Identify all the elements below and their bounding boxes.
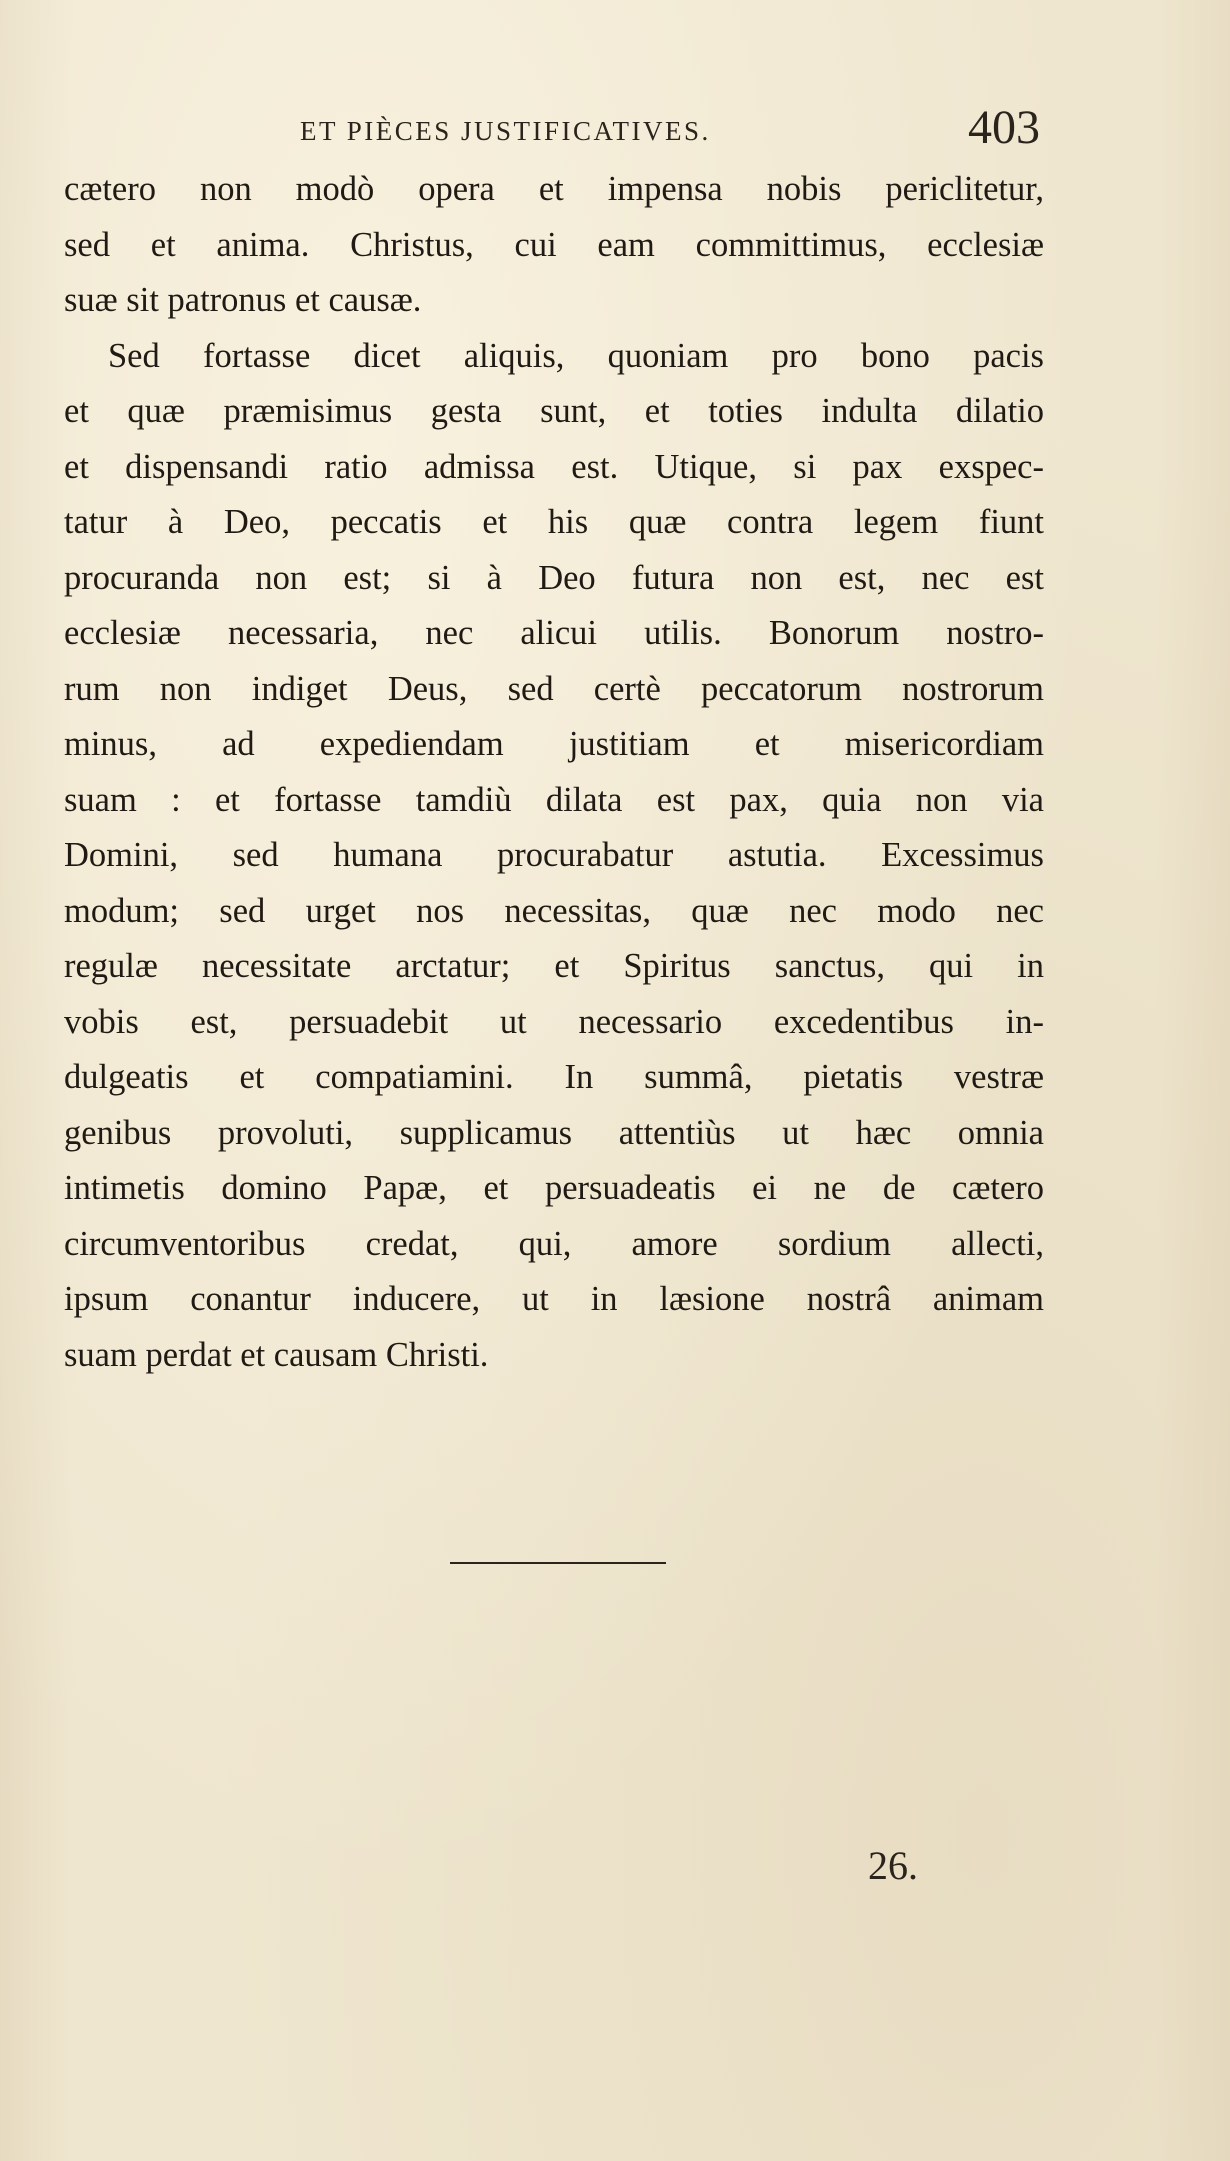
end-rule bbox=[450, 1562, 666, 1564]
text-line: Sed fortasse dicet aliquis, quoniam pro bono pacis bbox=[108, 336, 1044, 375]
text-line: Domini, sed humana procurabatur astutia. Excessimus bbox=[64, 836, 1044, 874]
text-line: tatur à Deo, peccatis et his quæ contra legem fiunt bbox=[64, 503, 1044, 541]
text-line: circumventoribus credat, qui, amore sordium allecti, bbox=[64, 1224, 1044, 1263]
body-text bbox=[64, 162, 1044, 1383]
text-line: intimetis domino Papæ, et persuadeatis ei ne de cætero bbox=[64, 1169, 1044, 1207]
text-line: modum; sed urget nos necessitas, quæ nec modo nec bbox=[64, 891, 1044, 930]
signature-mark: 26. bbox=[868, 1843, 918, 1888]
running-title: ET PIÈCES JUSTIFICATIVES. bbox=[300, 116, 711, 146]
text-line: et dispensandi ratio admissa est. Utique, si pax exspec- bbox=[64, 447, 1044, 486]
text-line: rum non indiget Deus, sed certè peccatorum nostrorum bbox=[64, 669, 1044, 708]
text-line: procuranda non est; si à Deo futura non est, nec est bbox=[64, 558, 1044, 597]
text-line: vobis est, persuadebit ut necessario excedentibus in- bbox=[64, 1002, 1044, 1041]
text-line: genibus provoluti, supplicamus attentiùs ut hæc omnia bbox=[64, 1113, 1044, 1152]
page-number: 403 bbox=[968, 101, 1040, 154]
text-line: ipsum conantur inducere, ut in læsione nostrâ animam bbox=[64, 1280, 1044, 1318]
text-line: minus, ad expediendam justitiam et misericordiam bbox=[64, 725, 1044, 763]
text-line: sed et anima. Christus, cui eam committimus, ecclesiæ bbox=[64, 225, 1044, 264]
running-head bbox=[62, 100, 1062, 160]
text-line: suæ sit patronus et causæ. bbox=[64, 281, 422, 319]
text-line: ecclesiæ necessaria, nec alicui utilis. Bonorum nostro- bbox=[64, 614, 1044, 652]
text-line: suam perdat et causam Christi. bbox=[64, 1335, 489, 1374]
text-line: regulæ necessitate arctatur; et Spiritus sanctus, qui in bbox=[64, 947, 1044, 985]
text-line: suam : et fortasse tamdiù dilata est pax, quia non via bbox=[64, 780, 1044, 819]
text-line: dulgeatis et compatiamini. In summâ, pietatis vestræ bbox=[64, 1058, 1044, 1096]
text-line: cætero non modò opera et impensa nobis periclitetur, bbox=[64, 170, 1044, 208]
text-line: et quæ præmisimus gesta sunt, et toties indulta dilatio bbox=[64, 392, 1044, 430]
